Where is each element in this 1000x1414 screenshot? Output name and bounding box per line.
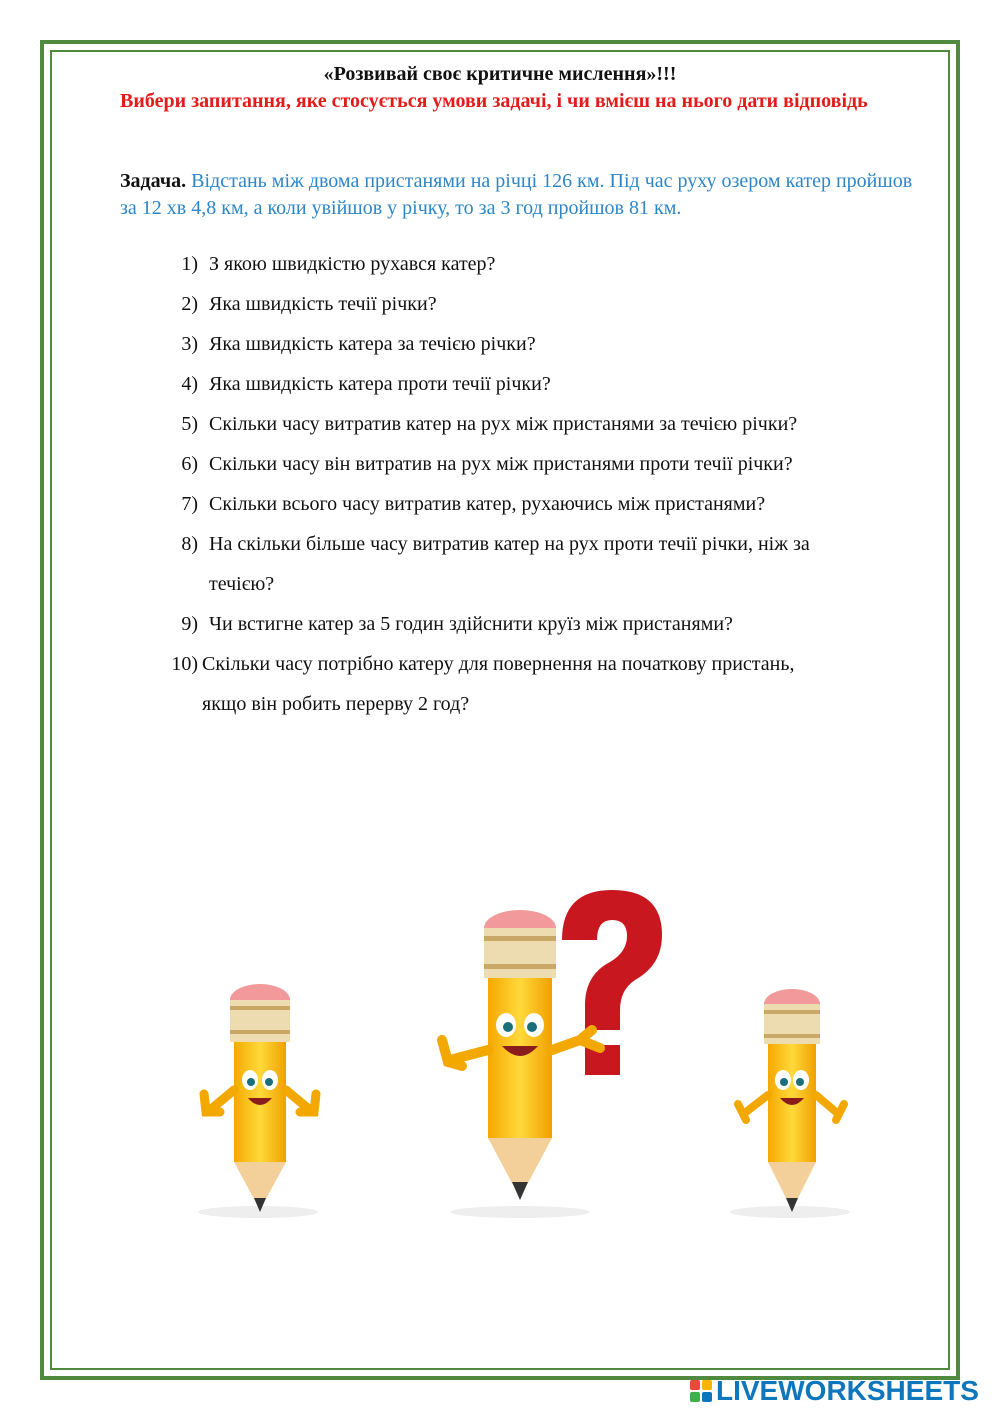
question-text: Скільки часу витратив катер на рух між пристанями за течією річки? <box>209 413 798 435</box>
question-item <box>0 644 1000 724</box>
question-text: Яка швидкість катера проти течії річки? <box>209 373 551 395</box>
question-number: 8) <box>181 533 198 555</box>
question-text: На скільки більше часу витратив катер на рух проти течії річки, ніж за <box>209 533 810 555</box>
question-text: Скільки часу він витратив на рух між пристанями проти течії річки? <box>209 453 793 475</box>
question-mark-icon <box>562 890 662 1075</box>
question-item <box>0 444 1000 484</box>
question-item <box>0 244 1000 284</box>
question-number: 2) <box>181 293 198 315</box>
task-paragraph <box>120 168 920 222</box>
question-number: 3) <box>181 333 198 355</box>
question-text: Скільки всього часу витратив катер, рухаючись між пристанями? <box>209 493 766 515</box>
instruction-text: Вибери запитання, яке стосується умови задачі, і чи вмієш на нього дати відповідь <box>120 90 868 112</box>
task-label: Задача. <box>120 170 187 192</box>
question-text: З якою швидкістю рухався катер? <box>209 253 496 275</box>
question-number: 7) <box>181 493 198 515</box>
question-text: Яка швидкість катера за течією річки? <box>209 333 536 355</box>
question-number: 9) <box>181 613 198 635</box>
worksheet-title: «Розвивай своє критичне мислення»!!! <box>323 63 677 85</box>
question-item <box>0 524 1000 604</box>
question-text: Чи встигне катер за 5 годин здійснити круїз між пристанями? <box>209 613 733 635</box>
liveworksheets-logo <box>690 1376 979 1406</box>
question-item <box>0 484 1000 524</box>
liveworksheets-logo-icon <box>690 1380 712 1402</box>
pencil-character-icon <box>442 910 600 1218</box>
question-text: Скільки часу потрібно катеру для повернення на початкову пристань, <box>202 653 795 675</box>
logo-text: LIVEWORKSHEETS <box>716 1375 979 1406</box>
pencil-character-icon <box>198 984 318 1218</box>
question-number: 6) <box>181 453 198 475</box>
question-item <box>0 604 1000 644</box>
question-number: 5) <box>181 413 198 435</box>
question-text: якщо він робить перерву 2 год? <box>202 693 470 715</box>
question-item <box>0 284 1000 324</box>
question-text: Яка швидкість течії річки? <box>209 293 437 315</box>
question-text: течією? <box>209 573 275 595</box>
question-item <box>0 404 1000 444</box>
question-number: 4) <box>181 373 198 395</box>
question-number: 10) <box>171 653 198 675</box>
question-number: 1) <box>181 253 198 275</box>
pencil-illustration <box>180 880 860 1240</box>
pencil-character-icon <box>730 989 850 1218</box>
question-item <box>0 364 1000 404</box>
question-item <box>0 324 1000 364</box>
task-text: Відстань між двома пристанями на річці 126 км. Під час руху озером катер пройшов за 12 хв 4,8 км, а коли увійшов у річку, то за 3 год пройшов 81 км. <box>120 170 913 219</box>
